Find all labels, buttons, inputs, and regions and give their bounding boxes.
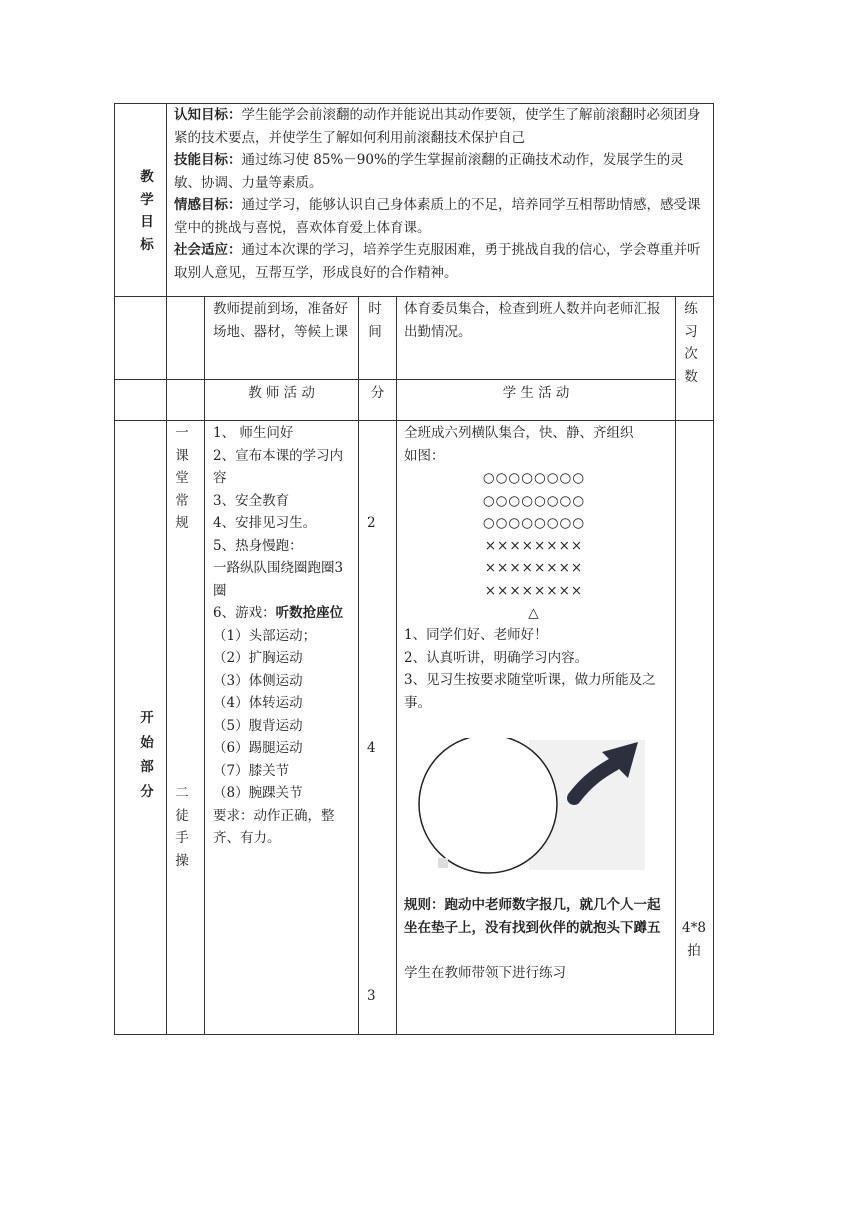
row-divider: [114, 379, 675, 380]
section-label-start: [139, 706, 155, 804]
practice-text: 学生在教师带领下进行练习: [404, 965, 566, 981]
formation-row: ○○○○○○○○: [482, 492, 586, 509]
formation-row: ○○○○○○○○: [482, 515, 586, 531]
objective-emotion: 情感目标：通过学习，能够认识自己身体素质上的不足，培养同学互相帮助情感，感受课堂中的挑战与喜悦，喜欢体育爱上体育课。: [174, 197, 701, 236]
teacher-item: 2、宣布本课的学习内容: [213, 447, 344, 486]
teacher-item: （2）扩胸运动: [213, 650, 303, 666]
col-divider: [675, 296, 676, 1035]
header-teacher: 教 师 活 动: [248, 385, 315, 401]
teacher-item: 4、安排见习生。: [213, 515, 317, 531]
header-student: 学 生 活 动: [502, 385, 570, 401]
teacher-item: （4）体转运动: [213, 695, 303, 711]
prep-teacher-text: 教师提前到场，准备好场地、器材，等候上课: [213, 301, 348, 340]
formation-row: ××××××××: [484, 560, 584, 576]
formation-row: ××××××××: [484, 537, 584, 554]
minutes-value: 2: [367, 515, 376, 531]
objective-cognitive: 认知目标：学生能学会前滚翻的动作并能说出其动作要领，使学生了解前滚翻时必须团身紧的技术要点，并使学生了解如何利用前滚翻技术保护自己: [174, 107, 701, 146]
student-items: [404, 624, 670, 714]
student-item: 3、见习生按要求随堂听课，做力所能及之事。: [404, 672, 656, 711]
teacher-item: 3、安全教育: [213, 492, 290, 509]
objectives-side-label: 教学目标: [140, 169, 154, 253]
teacher-item: （7）膝关节: [213, 762, 290, 779]
student-item: 2、认真听讲，明确学习内容。: [404, 649, 589, 666]
formation-diagram: [404, 467, 664, 625]
formation-row: ○○○○○○○○: [482, 470, 586, 486]
game-illustration: [414, 738, 648, 874]
game-name: 听数抢座位: [275, 605, 344, 621]
sub-label-exercise: 二徒手操: [175, 785, 189, 869]
col-divider: [166, 103, 167, 1035]
minutes-value: 4: [367, 740, 376, 756]
header-minutes: 分: [370, 385, 385, 401]
col-divider: [396, 296, 397, 1035]
teacher-item: 一路纵队围绕圈跑圈3圈: [213, 560, 344, 599]
teacher-activities: [213, 422, 353, 850]
section-label-text: 开始部分: [140, 710, 154, 800]
student-item: 1、同学们好、老师好！: [404, 627, 548, 643]
objective-social: 社会适应：通过本次课的学习，培养学生克服困难，勇于挑战自我的信心，学会尊重并听取别人意见，互帮互学，形成良好的合作精神。: [174, 242, 701, 281]
teacher-item: 要求：动作正确，整齐、有力。: [213, 807, 335, 846]
teacher-item: 5、热身慢跑：: [213, 537, 303, 554]
col-divider: [358, 296, 359, 1035]
teacher-item: （3）体侧运动: [213, 672, 303, 689]
count-value: 4*8拍: [682, 920, 706, 959]
minutes-value: 3: [367, 988, 376, 1004]
teacher-item: 1、 师生问好: [213, 425, 294, 441]
objectives-text: [174, 104, 709, 284]
teacher-item: （1）头部运动；: [213, 627, 317, 644]
student-intro: 全班成六列横队集合，快、静、齐组织如图：: [404, 425, 634, 464]
teacher-item: （5）腹背运动: [213, 717, 303, 734]
rule-text: 规则：跑动中老师数字报几，就几个人一起坐在垫子上，没有找到伙伴的就抱头下蹲五: [404, 897, 661, 936]
teacher-item: （6）踢腿运动: [213, 740, 303, 756]
teacher-item-game: 6、游戏：听数抢座位: [213, 605, 344, 621]
time-label: 时间: [368, 301, 382, 340]
objective-skill: 技能目标：通过练习使 85%－90%的学生掌握前滚翻的正确技术动作，发展学生的灵敏、协调、力量等素质。: [174, 152, 684, 191]
sub-label-routine: 一课堂常规: [175, 425, 189, 531]
count-label: 练习次数: [684, 301, 698, 385]
prep-student-text: 体育委员集合，检查到班人数并向老师汇报出勤情况。: [404, 301, 661, 340]
col-divider: [204, 296, 205, 1035]
teacher-mark: △: [528, 605, 540, 621]
formation-row: ××××××××: [484, 582, 584, 599]
teacher-item: （8）腕踝关节: [213, 785, 303, 801]
circle-icon: [419, 738, 557, 873]
